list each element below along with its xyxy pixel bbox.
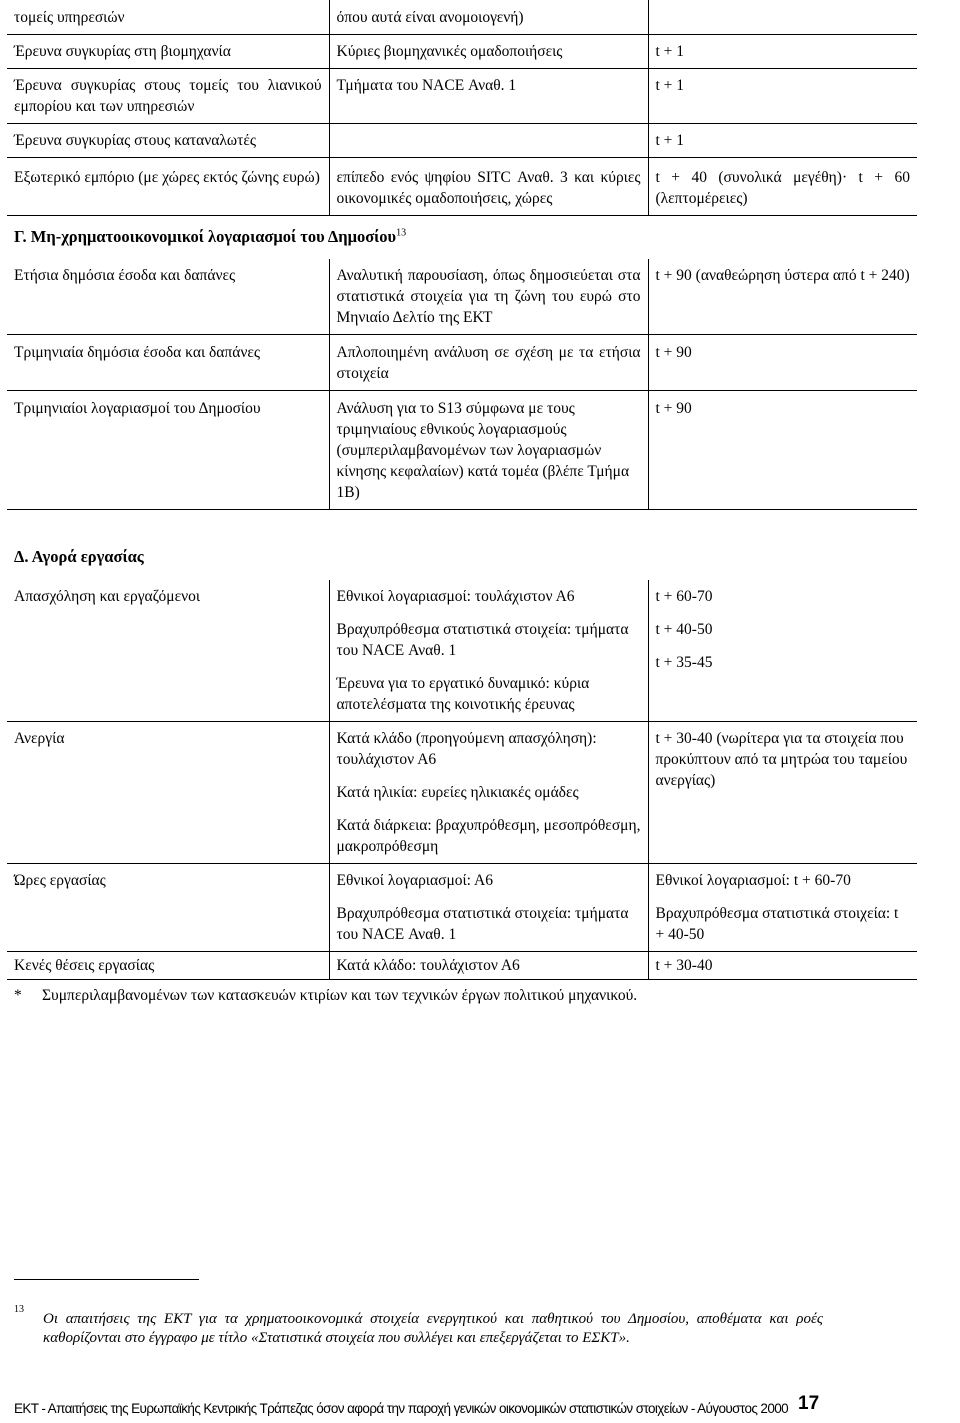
table-row: [7, 335, 917, 391]
page-footer: ΕΚΤ - Απαιτήσεις της Ευρωπαϊκής Κεντρικής Τράπεζας όσον αφορά την παροχή γενικών οικονομικών στατιστικών στοιχείων - Αύγουστος 2000: [14, 1401, 789, 1416]
row-breakdown: [329, 864, 648, 952]
breakdown-item: Κατά διάρκεια: βραχυπρόθεσμη, μεσοπρόθεσμη, μακροπρόθεσμη: [336, 817, 641, 855]
section-title-labour-market: Δ. Αγορά εργασίας: [14, 547, 144, 566]
row-label: Τριμηνιαίοι λογαριασμοί του Δημοσίου: [7, 391, 329, 510]
footnote-ref: 13: [396, 227, 407, 239]
breakdown-item: Κατά ηλικία: ευρείες ηλικιακές ομάδες: [336, 784, 579, 801]
table-row: [7, 391, 917, 510]
row-timeliness: [648, 580, 917, 722]
row-breakdown: Αναλυτική παρουσίαση, όπως δημοσιεύεται στα στατιστικά στοιχεία για τη ζώνη του ευρώ στο Μηνιαίο Δελτίο της ΕΚΤ: [329, 259, 648, 335]
row-timeliness: [648, 952, 917, 980]
row-timeliness: [648, 0, 917, 35]
row-breakdown: [329, 580, 648, 722]
row-breakdown: [329, 722, 648, 864]
row-label: Κενές θέσεις εργασίας: [7, 952, 329, 980]
row-timeliness: t + 90: [648, 335, 917, 391]
row-breakdown: [329, 124, 648, 158]
table-row: [7, 69, 917, 124]
timeliness-item: t + 30-40: [655, 957, 713, 974]
row-label: Ετήσια δημόσια έσοδα και δαπάνες: [7, 259, 329, 335]
row-breakdown: επίπεδο ενός ψηφίου SITC Αναθ. 3 και κύριες οικονομικές ομαδοποιήσεις, χώρες: [329, 158, 648, 216]
table-row: [7, 259, 917, 335]
row-timeliness: [648, 864, 917, 952]
row-timeliness: t + 1: [648, 35, 917, 69]
timeliness-item: Εθνικοί λογαριασμοί: t + 60-70: [655, 872, 851, 889]
row-label: Εξωτερικό εμπόριο (με χώρες εκτός ζώνης ευρώ): [7, 158, 329, 216]
table-row: [7, 952, 917, 980]
breakdown-item: Εθνικοί λογαριασμοί: τουλάχιστον Α6: [336, 588, 575, 605]
row-breakdown: Κύριες βιομηχανικές ομαδοποιήσεις: [329, 35, 648, 69]
labour-market-table: [7, 580, 917, 980]
table-row: [7, 0, 917, 35]
row-timeliness: t + 1: [648, 124, 917, 158]
row-breakdown: [329, 952, 648, 980]
row-label: Έρευνα συγκυρίας στους καταναλωτές: [7, 124, 329, 158]
row-timeliness: t + 90: [648, 391, 917, 510]
footnote-divider: [14, 1279, 199, 1280]
table-row: [7, 864, 917, 952]
row-timeliness: t + 1: [648, 69, 917, 124]
breakdown-item: Κατά κλάδο: τουλάχιστον Α6: [336, 957, 520, 974]
row-label: Τριμηνιαία δημόσια έσοδα και δαπάνες: [7, 335, 329, 391]
row-timeliness: [648, 722, 917, 864]
page-number: 17: [798, 1393, 820, 1414]
timeliness-item: t + 35-45: [655, 654, 713, 671]
table-row: [7, 124, 917, 158]
row-label: Ανεργία: [7, 722, 329, 864]
table-row: [7, 35, 917, 69]
row-breakdown: Ανάλυση για το S13 σύμφωνα με τους τριμηνιαίους εθνικούς λογαριασμούς (συμπεριλαμβανομένων των λογαριασμών κίνησης κεφαλαίων) κατά τομέα (βλέπε Τμήμα 1Β): [329, 391, 648, 510]
row-label: τομείς υπηρεσιών: [7, 0, 329, 35]
row-label: Απασχόληση και εργαζόμενοι: [7, 580, 329, 722]
table-row: [7, 580, 917, 722]
timeliness-item: Βραχυπρόθεσμα στατιστικά στοιχεία: t + 40-50: [655, 905, 899, 943]
breakdown-item: Εθνικοί λογαριασμοί: Α6: [336, 872, 493, 889]
row-breakdown: Τμήματα του NACE Αναθ. 1: [329, 69, 648, 124]
row-timeliness: t + 40 (συνολικά μεγέθη)· t + 60 (λεπτομέρειες): [648, 158, 917, 216]
government-accounts-table: [7, 259, 917, 510]
construction-footnote: [14, 985, 637, 1006]
timeliness-item: t + 40-50: [655, 621, 713, 638]
row-label: Ώρες εργασίας: [7, 864, 329, 952]
timeliness-item: t + 60-70: [655, 588, 713, 605]
economic-surveys-table: [7, 0, 917, 216]
footnote-number: 13: [14, 1304, 24, 1315]
section-title-government: [14, 226, 406, 247]
footnote-text: Συμπεριλαμβανομένων των κατασκευών κτιρίων και των τεχνικών έργων πολιτικού μηχανικού.: [42, 987, 638, 1004]
row-timeliness: t + 90 (αναθεώρηση ύστερα από t + 240): [648, 259, 917, 335]
table-row: [7, 158, 917, 216]
breakdown-item: Κατά κλάδο (προηγούμενη απασχόληση): τουλάχιστον Α6: [336, 730, 597, 768]
section-title-text: Γ. Μη-χρηματοοικονομικοί λογαριασμοί του Δημοσίου: [14, 227, 397, 246]
breakdown-item: Βραχυπρόθεσμα στατιστικά στοιχεία: τμήματα του NACE Αναθ. 1: [336, 621, 629, 659]
footnote-mark: *: [14, 987, 22, 1004]
timeliness-item: t + 30-40 (νωρίτερα για τα στοιχεία που προκύπτουν από τα μητρώα του ταμείου ανεργίας): [655, 730, 908, 789]
breakdown-item: Βραχυπρόθεσμα στατιστικά στοιχεία: τμήματα του NACE Αναθ. 1: [336, 905, 629, 943]
row-label: Έρευνα συγκυρίας στους τομείς του λιανικού εμπορίου και των υπηρεσιών: [7, 69, 329, 124]
breakdown-item: Έρευνα για το εργατικό δυναμικό: κύρια αποτελέσματα της κοινοτικής έρευνας: [336, 675, 590, 713]
row-label: Έρευνα συγκυρίας στη βιομηχανία: [7, 35, 329, 69]
footnote-13-text: Οι απαιτήσεις της ΕΚΤ για τα χρηματοοικονομικά στοιχεία ενεργητικού και παθητικού του Δημοσίου, αποθέματα και ροές καθορίζονται στο έγγραφο με τίτλο «Στατιστικά στοιχεία που συλλέγει και επεξεργάζεται το ΕΣΚΤ».: [43, 1311, 823, 1346]
table-row: [7, 722, 917, 864]
row-breakdown: Απλοποιημένη ανάλυση σε σχέση με τα ετήσια στοιχεία: [329, 335, 648, 391]
row-breakdown: όπου αυτά είναι ανομοιογενή): [329, 0, 648, 35]
